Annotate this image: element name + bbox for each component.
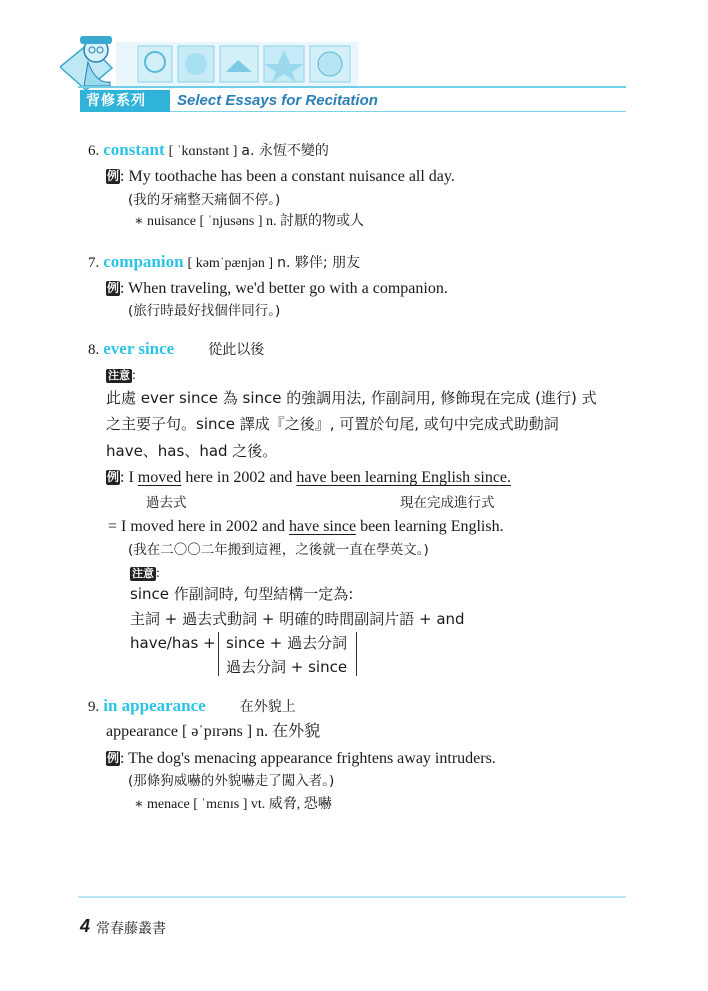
rule-option-1: since + 過去分詞 xyxy=(226,634,348,652)
example-label: 例 xyxy=(107,470,120,484)
example-part: : I xyxy=(120,469,138,486)
note-colon: : xyxy=(132,368,136,383)
rule-line-1: since 作副詞時, 句型結構一定為: xyxy=(130,585,354,603)
example-part: here in 2002 and xyxy=(181,469,297,486)
headword: in appearance xyxy=(103,696,206,715)
series-title: Select Essays for Recitation xyxy=(177,92,378,109)
entry-number: 6. xyxy=(88,143,100,159)
entry-8-note2-label xyxy=(130,563,160,584)
pronunciation: [ ˈkɑnstənt ] xyxy=(168,144,238,159)
label-present-perfect-progressive: 現在完成進行式 xyxy=(400,495,495,511)
label-past-tense: 過去式 xyxy=(146,495,187,511)
entry-number: 9. xyxy=(88,699,100,715)
entry-6-headline xyxy=(88,140,329,162)
entry-8-para-2: 之主要子句。since 譯成『之後』, 可置於句尾, 或句中完成式助動詞 xyxy=(106,415,559,433)
headword: constant xyxy=(103,140,165,159)
example-label: 例 xyxy=(107,281,120,295)
example-label: 例 xyxy=(107,169,120,183)
note-colon: : xyxy=(156,566,160,581)
header-rule xyxy=(78,86,626,88)
pronunciation: [ kəmˈpænjən ] xyxy=(187,256,274,271)
note-tag: 注意 xyxy=(108,369,130,382)
entry-9-note: ∗ menace [ ˈmɛnɪs ] vt. 威脅, 恐嚇 xyxy=(134,797,332,812)
entry-8-note-label xyxy=(106,365,136,386)
entry-8-example xyxy=(106,468,511,488)
underlined-present-perfect: have been learning English since. xyxy=(296,469,512,486)
rule-option-2: 過去分詞 + since xyxy=(226,658,348,676)
page-number: 4 xyxy=(80,916,91,936)
definition: a. 永恆不變的 xyxy=(241,143,329,159)
cartoon-figure-icon xyxy=(60,36,112,90)
header-underline xyxy=(170,111,626,112)
entry-9-example xyxy=(106,749,496,769)
entry-8-para-1: 此處 ever since 為 since 的強調用法, 作副詞用, 修飾現在完成 (進行) 式 xyxy=(106,389,597,407)
headword: companion xyxy=(103,252,184,271)
entry-9-translation: (那條狗威嚇的外貌嚇走了闖入者。) xyxy=(128,773,335,789)
entry-7-translation: (旅行時最好找個伴同行。) xyxy=(128,303,281,319)
entry-9-headline xyxy=(88,696,296,717)
equivalent-part: been learning English. xyxy=(356,518,504,535)
entry-8-para-3: have、has、had 之後。 xyxy=(106,442,278,460)
entry-8-equivalent xyxy=(108,517,504,537)
footer-rule xyxy=(78,896,626,898)
example-label: 例 xyxy=(107,751,120,765)
entry-7-headline xyxy=(88,252,360,274)
example-sentence: : When traveling, we'd better go with a companion. xyxy=(120,280,448,297)
entry-number: 8. xyxy=(88,342,100,358)
bracket-right xyxy=(356,632,357,676)
definition: 在外貌上 xyxy=(239,699,296,715)
example-sentence: : The dog's menacing appearance frightens away intruders. xyxy=(120,750,496,767)
publisher-name: 常春藤叢書 xyxy=(96,921,166,937)
entry-6-note: ∗ nuisance [ ˈnjusəns ] n. 討厭的物或人 xyxy=(134,214,364,229)
equivalent-part: = I moved here in 2002 and xyxy=(108,518,289,535)
entry-8-translation: (我在二〇〇二年搬到這裡，之後就一直在學英文。) xyxy=(128,542,429,558)
entry-8-headline xyxy=(88,339,264,360)
entry-7-example xyxy=(106,279,448,299)
headword: ever since xyxy=(103,339,175,358)
sticker-tiles xyxy=(138,46,350,82)
entry-6-example xyxy=(106,167,455,187)
rule-line-3: have/has + xyxy=(130,634,216,652)
bracket-left xyxy=(218,632,219,676)
underlined-have-since: have since xyxy=(288,518,357,535)
example-sentence: : My toothache has been a constant nuisance all day. xyxy=(120,168,455,185)
entry-6-translation: (我的牙痛整天痛個不停。) xyxy=(128,192,281,208)
definition: 從此以後 xyxy=(208,342,265,358)
entry-number: 7. xyxy=(88,255,100,271)
note-tag: 注意 xyxy=(132,567,154,580)
rule-line-2: 主詞 + 過去式動詞 + 明確的時間副詞片語 + and xyxy=(130,610,465,628)
definition: n. 夥伴; 朋友 xyxy=(277,255,361,271)
underlined-past-verb: moved xyxy=(137,469,182,486)
series-label: 背修系列 xyxy=(80,90,170,112)
entry-9-subword: appearance [ əˈpɪrəns ] n. 在外貌 xyxy=(106,723,321,740)
